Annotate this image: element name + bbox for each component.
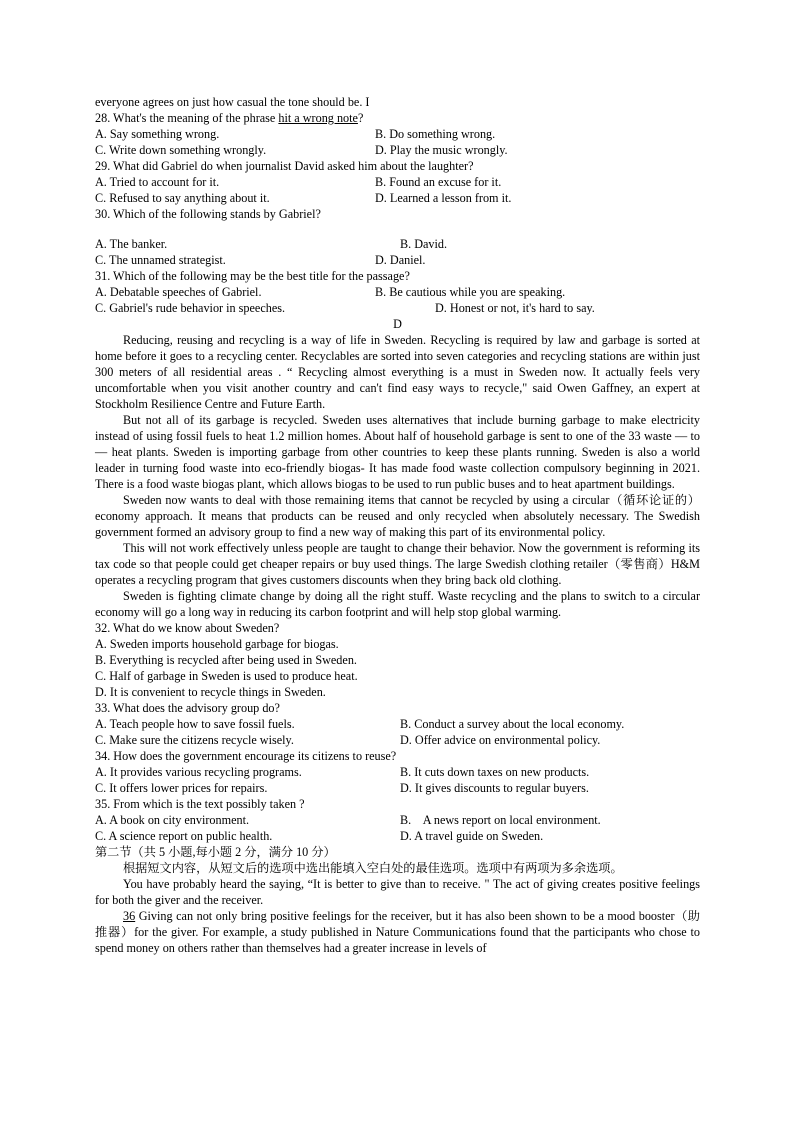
passage-d-paragraph-2: But not all of its garbage is recycled. Sweden uses alternatives that include burning garbage to make electricity instead of using fossil fuels to heat 1.2 million homes. About half of household garbage is sent to one of the 33 waste — to — heat plants. Sweden is importing garbage from other countries to keep these plants running. Sweden is also a world leader in turning food waste into eco-friendly biogas- It has made food waste collection compulsory beginning in 2021. There is a food waste biogas plant, which allows biogas to be used to run public buses and to heat apartment buildings. [95,413,700,491]
pre-text: everyone agrees on just how casual the tone should be. I [95,95,370,109]
section-2-title: 第二节（共 5 小题,每小题 2 分，满分 10 分） [95,845,336,859]
question-28-options-row-2 [95,142,700,158]
passage-d-paragraph-1: Reducing, reusing and recycling is a way of life in Sweden. Recycling is required by law and garbage is sorted at home before it goes to a recycling center. Recyclables are sorted into seven categories and recycling stations are within just 300 meters of all residential areas . “ Recycling almost everything is a must in Sweden now. It actually feels very uncomfortable when you visit another country and can't find easy ways to recycle," said Owen Gaffney, an expert at Stockholm Resilience Centre and Future Earth. [95,333,700,411]
option-33-d[interactable]: D. Offer advice on environmental policy. [400,733,601,747]
question-35-options-row-1 [95,812,700,828]
question-29-options-row-1 [95,174,700,190]
question-31-stem: 31. Which of the following may be the best title for the passage? [95,269,410,283]
option-32-b[interactable]: B. Everything is recycled after being used in Sweden. [95,653,357,667]
option-33-b[interactable]: B. Conduct a survey about the local economy. [400,717,625,731]
option-29-d[interactable]: D. Learned a lesson from it. [375,191,512,205]
question-30-options-row-1 [95,236,700,252]
passage-d-paragraph-4: This will not work effectively unless people are taught to change their behavior. Now the government is reforming its tax code so that people could get cheaper repairs or buy used things. The large Swedish clothing retailer（零售商）H&M operates a recycling program that gives customers discounts when they bring back old clothing. [95,541,700,587]
option-30-b[interactable]: B. David. [400,237,448,251]
option-34-b[interactable]: B. It cuts down taxes on new products. [400,765,590,779]
option-35-b[interactable]: B. A news report on local environment. [400,813,601,827]
passage-2-paragraph-2: 36 Giving can not only bring positive feelings for the receiver, but it has also been shown to be a mood booster（助推器）for the giver. For example, a study published in Nature Communications found that the participants who chose to spend money on others rather than themselves had a greater increase in levels of [95,909,700,955]
question-30-stem: 30. Which of the following stands by Gabriel? [95,207,321,221]
option-33-a[interactable]: A. Teach people how to save fossil fuels. [95,717,295,731]
option-30-d[interactable]: D. Daniel. [375,253,426,267]
question-31-options-row-1 [95,284,700,300]
option-28-c[interactable]: C. Write down something wrongly. [95,143,267,157]
option-28-b[interactable]: B. Do something wrong. [375,127,496,141]
question-33-stem: 33. What does the advisory group do? [95,701,280,715]
question-28-options-row-1 [95,126,700,142]
question-34-stem: 34. How does the government encourage its citizens to reuse? [95,749,397,763]
passage-d-paragraph-3: Sweden now wants to deal with those remaining items that cannot be recycled by using a circular（循环论证的）economy approach. It means that products can be reused and only recycled when absolutely necessary. The Swedish government formed an advisory group to find a new way of making this part of its environmental policy. [95,493,700,539]
option-29-a[interactable]: A. Tried to account for it. [95,175,220,189]
exam-page [95,94,700,956]
option-35-a[interactable]: A. A book on city environment. [95,813,250,827]
question-35-stem: 35. From which is the text possibly taken ? [95,797,305,811]
option-35-d[interactable]: D. A travel guide on Sweden. [400,829,544,843]
option-33-c[interactable]: C. Make sure the citizens recycle wisely. [95,733,294,747]
blank-36[interactable]: 36 [123,909,136,923]
option-35-c[interactable]: C. A science report on public health. [95,829,273,843]
option-32-c[interactable]: C. Half of garbage in Sweden is used to produce heat. [95,669,358,683]
question-34-options-row-1 [95,764,700,780]
question-33-options-row-2 [95,732,700,748]
option-31-c[interactable]: C. Gabriel's rude behavior in speeches. [95,301,286,315]
option-29-c[interactable]: C. Refused to say anything about it. [95,191,270,205]
option-31-b[interactable]: B. Be cautious while you are speaking. [375,285,566,299]
question-28-stem: 28. What's the meaning of the phrase hit a wrong note? [95,111,364,125]
question-31-options-row-2 [95,300,700,316]
option-32-d[interactable]: D. It is convenient to recycle things in Sweden. [95,685,326,699]
option-28-d[interactable]: D. Play the music wrongly. [375,143,508,157]
option-28-a[interactable]: A. Say something wrong. [95,127,220,141]
option-31-a[interactable]: A. Debatable speeches of Gabriel. [95,285,262,299]
question-35-options-row-2 [95,828,700,844]
option-29-b[interactable]: B. Found an excuse for it. [375,175,502,189]
option-34-c[interactable]: C. It offers lower prices for repairs. [95,781,268,795]
question-32-stem: 32. What do we know about Sweden? [95,621,280,635]
option-34-d[interactable]: D. It gives discounts to regular buyers. [400,781,589,795]
question-29-stem: 29. What did Gabriel do when journalist David asked him about the laughter? [95,159,474,173]
section-d-heading: D [393,317,402,331]
option-34-a[interactable]: A. It provides various recycling programs. [95,765,302,779]
option-32-a[interactable]: A. Sweden imports household garbage for biogas. [95,637,339,651]
underlined-phrase: hit a wrong note [278,111,358,125]
question-33-options-row-1 [95,716,700,732]
passage-d-paragraph-5: Sweden is fighting climate change by doing all the right stuff. Waste recycling and the plans to switch to a circular economy will go a long way in reducing its carbon footprint and will help stop global warming. [95,589,700,619]
option-30-c[interactable]: C. The unnamed strategist. [95,253,226,267]
section-2-instruction: 根据短文内容，从短文后的选项中选出能填入空白处的最佳选项。选项中有两项为多余选项。 [123,861,623,875]
option-31-d[interactable]: D. Honest or not, it's hard to say. [435,301,595,315]
spacer [95,222,700,236]
question-29-options-row-2 [95,190,700,206]
question-34-options-row-2 [95,780,700,796]
passage-2-paragraph-1: You have probably heard the saying, “It is better to give than to receive. " The act of giving creates positive feelings for both the giver and the receiver. [95,877,700,907]
question-30-options-row-2 [95,252,700,268]
option-30-a[interactable]: A. The banker. [95,237,168,251]
